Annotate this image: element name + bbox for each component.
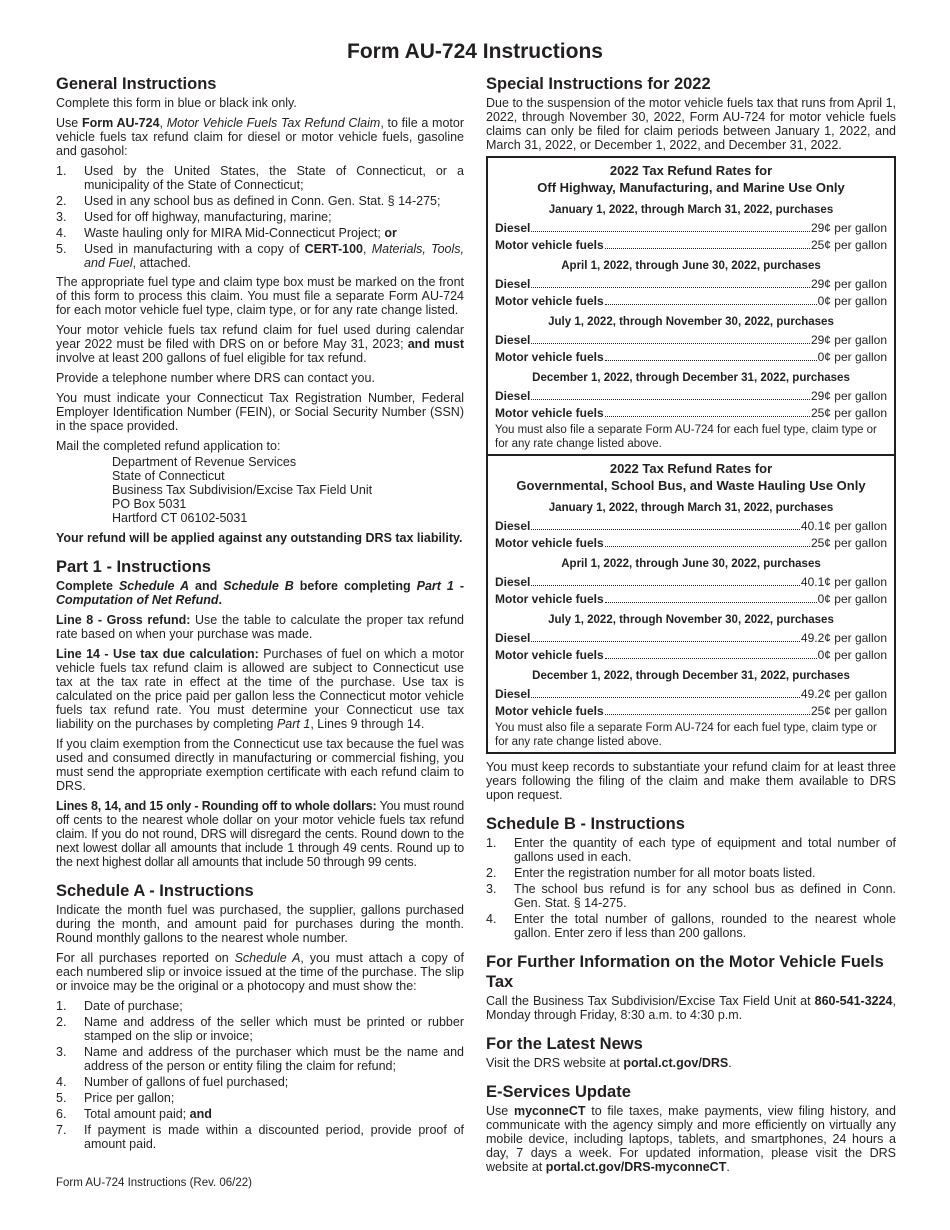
rate-row: Motor vehicle fuels 25¢ per gallon <box>495 536 887 550</box>
myconnect-link[interactable]: portal.ct.gov/DRS-myconneCT <box>545 1160 727 1174</box>
further-info-paragraph: Call the Business Tax Subdivision/Excise Tax Field Unit at 860-541-3224, Monday through Friday, 8:30 a.m. to 4:30 p.m. <box>486 994 896 1022</box>
line8-paragraph: Line 8 - Gross refund: Use the table to calculate the proper tax refund rate based on when your purchase was made. <box>56 613 464 641</box>
schedule-b-list <box>486 836 896 940</box>
list-item: 4. Waste hauling only for MIRA Mid-Connecticut Project; or <box>56 226 397 240</box>
part1-heading: Part 1 - Instructions <box>56 558 211 576</box>
form-footer: Form AU-724 Instructions (Rev. 06/22) <box>56 1177 252 1189</box>
eservices-heading: E-Services Update <box>486 1083 631 1101</box>
special-instructions-heading: Special Instructions for 2022 <box>486 75 711 93</box>
page-title: Form AU-724 Instructions <box>347 40 603 63</box>
right-column <box>486 74 896 1180</box>
rate-row: Diesel 40.1¢ per gallon <box>495 519 887 533</box>
tax-id-paragraph: You must indicate your Connecticut Tax Registration Number, Federal Employer Identification Number (FEIN), or Social Security Number (SSN) in the space provided. <box>56 391 464 433</box>
left-column <box>56 74 464 1156</box>
ink-instruction: Complete this form in blue or black ink only. <box>56 96 297 110</box>
list-item: 3. Used for off highway, manufacturing, marine; <box>56 210 332 224</box>
rate-row: Motor vehicle fuels 25¢ per gallon <box>495 704 887 718</box>
rate-row: Motor vehicle fuels 25¢ per gallon <box>495 406 887 420</box>
line14-paragraph: Line 14 - Use tax due calculation: Purchases of fuel on which a motor vehicle fuels tax refund claim is allowed are subject to Connecticut use tax at the tax rate in effect at the time of the purchase. Use tax is calculated on the price paid per gallon less the Connecticut motor vehicle fuels tax refund rate. You must determine your Connecticut use tax liability on the purchases by completing Part 1, Lines 9 through 14. <box>56 647 465 731</box>
eservices-paragraph: Use myconneCT to file taxes, make payments, view filing history, and communicate with the agency simply and more efficiently on virtually any mobile device, including laptops, tablets, and smartphones, 24 hours a day, 7 days a week. For updated information, please visit the DRS website at portal.ct.gov/DRS-myconneCT. <box>486 1104 896 1174</box>
records-paragraph: You must keep records to substantiate your refund claim for at least three years following the filing of the claim and make them available to DRS upon request. <box>486 760 896 802</box>
filing-deadline-paragraph: Your motor vehicle fuels tax refund claim for fuel used during calendar year 2022 must be filed with DRS on or before May 31, 2023; and must involve at least 200 gallons of fuel eligible for tax refund. <box>56 323 464 365</box>
rate-period: January 1, 2022, through March 31, 2022, purchases <box>548 204 834 216</box>
list-item: 5. Used in manufacturing with a copy of CERT-100, Materials, Tools, and Fuel, attached. <box>56 242 465 270</box>
list-item: 6. Total amount paid; and <box>56 1107 212 1121</box>
rate-table-governmental <box>486 456 896 754</box>
rate-row: Diesel 29¢ per gallon <box>495 221 887 235</box>
rate-period: December 1, 2022, through December 31, 2022, purchases <box>532 372 850 384</box>
rate-row: Diesel 29¢ per gallon <box>495 333 887 347</box>
list-item: 4. Enter the total number of gallons, rounded to the nearest whole gallon. Enter zero if less than 200 gallons. <box>486 912 896 940</box>
further-info-heading: For Further Information on the Motor Vehicle Fuels Tax <box>486 953 884 991</box>
list-item: 2. Name and address of the seller which must be printed or rubber stamped on the slip or invoice; <box>56 1015 464 1043</box>
rate-row: Diesel 40.1¢ per gallon <box>495 575 887 589</box>
schedule-a-attach-paragraph: For all purchases reported on Schedule A, you must attach a copy of each numbered slip or invoice issued at the time of the purchase. The slip or invoice may be the original or a photocopy and must show the: <box>56 951 464 993</box>
list-item: 2. Used in any school bus as defined in Conn. Gen. Stat. § 14-275; <box>56 194 441 208</box>
schedule-a-paragraph: Indicate the month fuel was purchased, the supplier, gallons purchased during the month, and amount paid for purchases during the month. Round monthly gallons to the nearest whole number. <box>56 903 464 945</box>
list-item: 3. The school bus refund is for any school bus as defined in Conn. Gen. Stat. § 14-275. <box>486 882 896 910</box>
list-item: 1. Used by the United States, the State of Connecticut, or a municipality of the State of Connecticut; <box>56 164 464 192</box>
schedule-a-heading: Schedule A - Instructions <box>56 882 254 900</box>
rate-row: Motor vehicle fuels 0¢ per gallon <box>495 294 887 308</box>
general-instructions-heading: General Instructions <box>56 75 217 93</box>
rate-period: January 1, 2022, through March 31, 2022, purchases <box>548 502 834 514</box>
rate-row: Diesel 29¢ per gallon <box>495 277 887 291</box>
mailing-address: Department of Revenue Services State of Connecticut Business Tax Subdivision/Excise Tax Field Unit PO Box 5031 Hartford CT 06102-5031 <box>112 455 373 525</box>
rate-table-title: 2022 Tax Refund Rates for Off Highway, Manufacturing, and Marine Use Only <box>537 163 845 195</box>
rounding-paragraph: Lines 8, 14, and 15 only - Rounding off to whole dollars: You must round off cents to the nearest whole dollar on your motor vehicle fuels tax refund claim. If you do not round, DRS will disregard the cents. Round down to the next lowest dollar all amounts that include 1 through 49 cents. Round up to the next highest dollar all amounts that include 50 through 99 cents. <box>56 799 464 869</box>
rate-table-title: 2022 Tax Refund Rates for Governmental, School Bus, and Waste Hauling Use Only <box>516 461 866 493</box>
rate-table-note: You must also file a separate Form AU-724 for each fuel type, claim type or for any rate change listed above. <box>495 722 877 748</box>
rate-row: Diesel 49.2¢ per gallon <box>495 687 887 701</box>
rate-table-off-highway <box>486 156 896 456</box>
exemption-paragraph: If you claim exemption from the Connecticut use tax because the fuel was used and consumed directly in manufacturing or commercial fishing, you must send the appropriate exemption certificate with each refund claim to DRS. <box>56 737 464 793</box>
telephone-paragraph: Provide a telephone number where DRS can contact you. <box>56 371 375 385</box>
schedule-b-heading: Schedule B - Instructions <box>486 815 685 833</box>
list-item: 2. Enter the registration number for all motor boats listed. <box>486 866 816 880</box>
fuel-type-paragraph: The appropriate fuel type and claim type box must be marked on the front of this form to process this claim. You must file a separate Form AU-724 for each motor vehicle fuel type, claim type, or for any rate change listed. <box>56 275 464 317</box>
eligible-uses-list <box>56 164 464 270</box>
invoice-items-list <box>56 999 464 1151</box>
list-item: 1. Date of purchase; <box>56 999 183 1013</box>
rate-row: Diesel 49.2¢ per gallon <box>495 631 887 645</box>
rate-period: July 1, 2022, through November 30, 2022, purchases <box>548 614 834 626</box>
latest-news-heading: For the Latest News <box>486 1035 643 1053</box>
latest-news-paragraph: Visit the DRS website at portal.ct.gov/DRS. <box>486 1056 732 1070</box>
rate-row: Motor vehicle fuels 25¢ per gallon <box>495 238 887 252</box>
rate-period: April 1, 2022, through June 30, 2022, purchases <box>561 260 821 272</box>
list-item: 1. Enter the quantity of each type of equipment and total number of gallons used in each. <box>486 836 896 864</box>
rate-row: Motor vehicle fuels 0¢ per gallon <box>495 350 887 364</box>
drs-website-link[interactable]: portal.ct.gov/DRS <box>623 1056 729 1070</box>
liability-notice: Your refund will be applied against any outstanding DRS tax liability. <box>56 531 463 545</box>
rate-row: Motor vehicle fuels 0¢ per gallon <box>495 592 887 606</box>
rate-table-note: You must also file a separate Form AU-724 for each fuel type, claim type or for any rate change listed above. <box>495 424 877 450</box>
list-item: 7. If payment is made within a discounted period, provide proof of amount paid. <box>56 1123 464 1151</box>
list-item: 3. Name and address of the purchaser which must be the name and address of the person or entity filing the claim for refund; <box>56 1045 464 1073</box>
rate-period: April 1, 2022, through June 30, 2022, purchases <box>561 558 821 570</box>
rate-row: Diesel 29¢ per gallon <box>495 389 887 403</box>
mail-paragraph: Mail the completed refund application to: <box>56 439 281 453</box>
rate-period: July 1, 2022, through November 30, 2022, purchases <box>548 316 834 328</box>
list-item: 4. Number of gallons of fuel purchased; <box>56 1075 289 1089</box>
list-item: 5. Price per gallon; <box>56 1091 175 1105</box>
rate-row: Motor vehicle fuels 0¢ per gallon <box>495 648 887 662</box>
use-form-paragraph: Use Form AU-724, Motor Vehicle Fuels Tax Refund Claim, to file a motor vehicle fuels tax refund claim for diesel or motor vehicle fuels, gasoline and gasohol: <box>56 116 464 158</box>
part1-intro: Complete Schedule A and Schedule B before completing Part 1 - Computation of Net Refund. <box>56 579 464 607</box>
rate-period: December 1, 2022, through December 31, 2022, purchases <box>532 670 850 682</box>
special-instructions-text: Due to the suspension of the motor vehicle fuels tax that runs from April 1, 2022, through November 30, 2022, Form AU-724 for motor vehicle fuels claims can only be filed for claim periods between January 1, 2022, and March 31, 2022, or December 1, 2022, and December 31, 2022. <box>486 96 896 152</box>
